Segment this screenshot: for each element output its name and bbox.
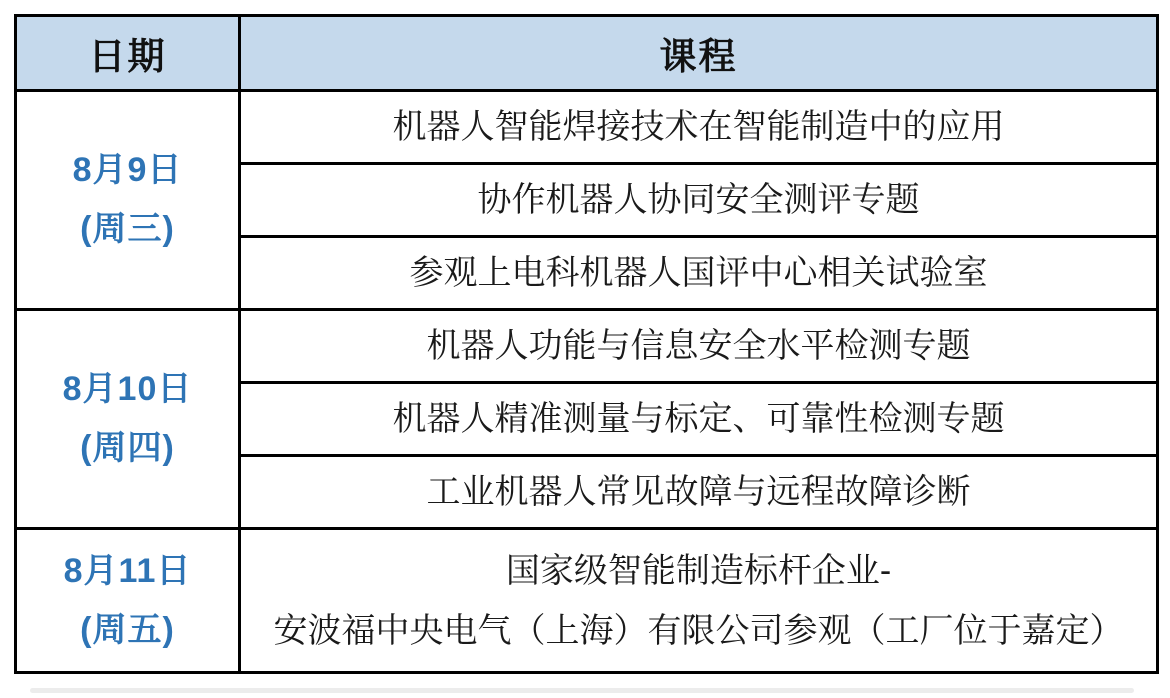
- table-row: [16, 529, 1158, 673]
- course-cell: 工业机器人常见故障与远程故障诊断: [240, 456, 1158, 529]
- date-cell-aug11: [16, 529, 240, 673]
- date-text: 8月9日: [72, 151, 183, 189]
- table-row: [16, 91, 1158, 164]
- weekday-text: (周四): [80, 429, 175, 467]
- schedule-table: [14, 14, 1159, 674]
- course-text-line: 国家级智能制造标杆企业-: [505, 551, 892, 590]
- header-course-column: 课程: [240, 16, 1158, 91]
- weekday-text: (周五): [80, 610, 175, 649]
- course-cell: 机器人智能焊接技术在智能制造中的应用: [240, 91, 1158, 164]
- weekday-text: (周三): [80, 210, 175, 248]
- table-row: [16, 310, 1158, 383]
- course-cell: 机器人精准测量与标定、可靠性检测专题: [240, 383, 1158, 456]
- date-text: 8月10日: [62, 370, 193, 408]
- course-cell: 协作机器人协同安全测评专题: [240, 164, 1158, 237]
- course-text-line: 安波福中央电气（上海）有限公司参观（工厂位于嘉定）: [273, 611, 1124, 650]
- course-cell: 机器人功能与信息安全水平检测专题: [240, 310, 1158, 383]
- scan-artifact-line: [30, 688, 1134, 693]
- course-cell: 参观上电科机器人国评中心相关试验室: [240, 237, 1158, 310]
- date-cell-aug9: [16, 91, 240, 310]
- course-cell: [240, 529, 1158, 673]
- header-date-column: 日期: [16, 16, 240, 91]
- table-header-row: [16, 16, 1158, 91]
- date-text: 8月11日: [63, 551, 192, 590]
- date-cell-aug10: [16, 310, 240, 529]
